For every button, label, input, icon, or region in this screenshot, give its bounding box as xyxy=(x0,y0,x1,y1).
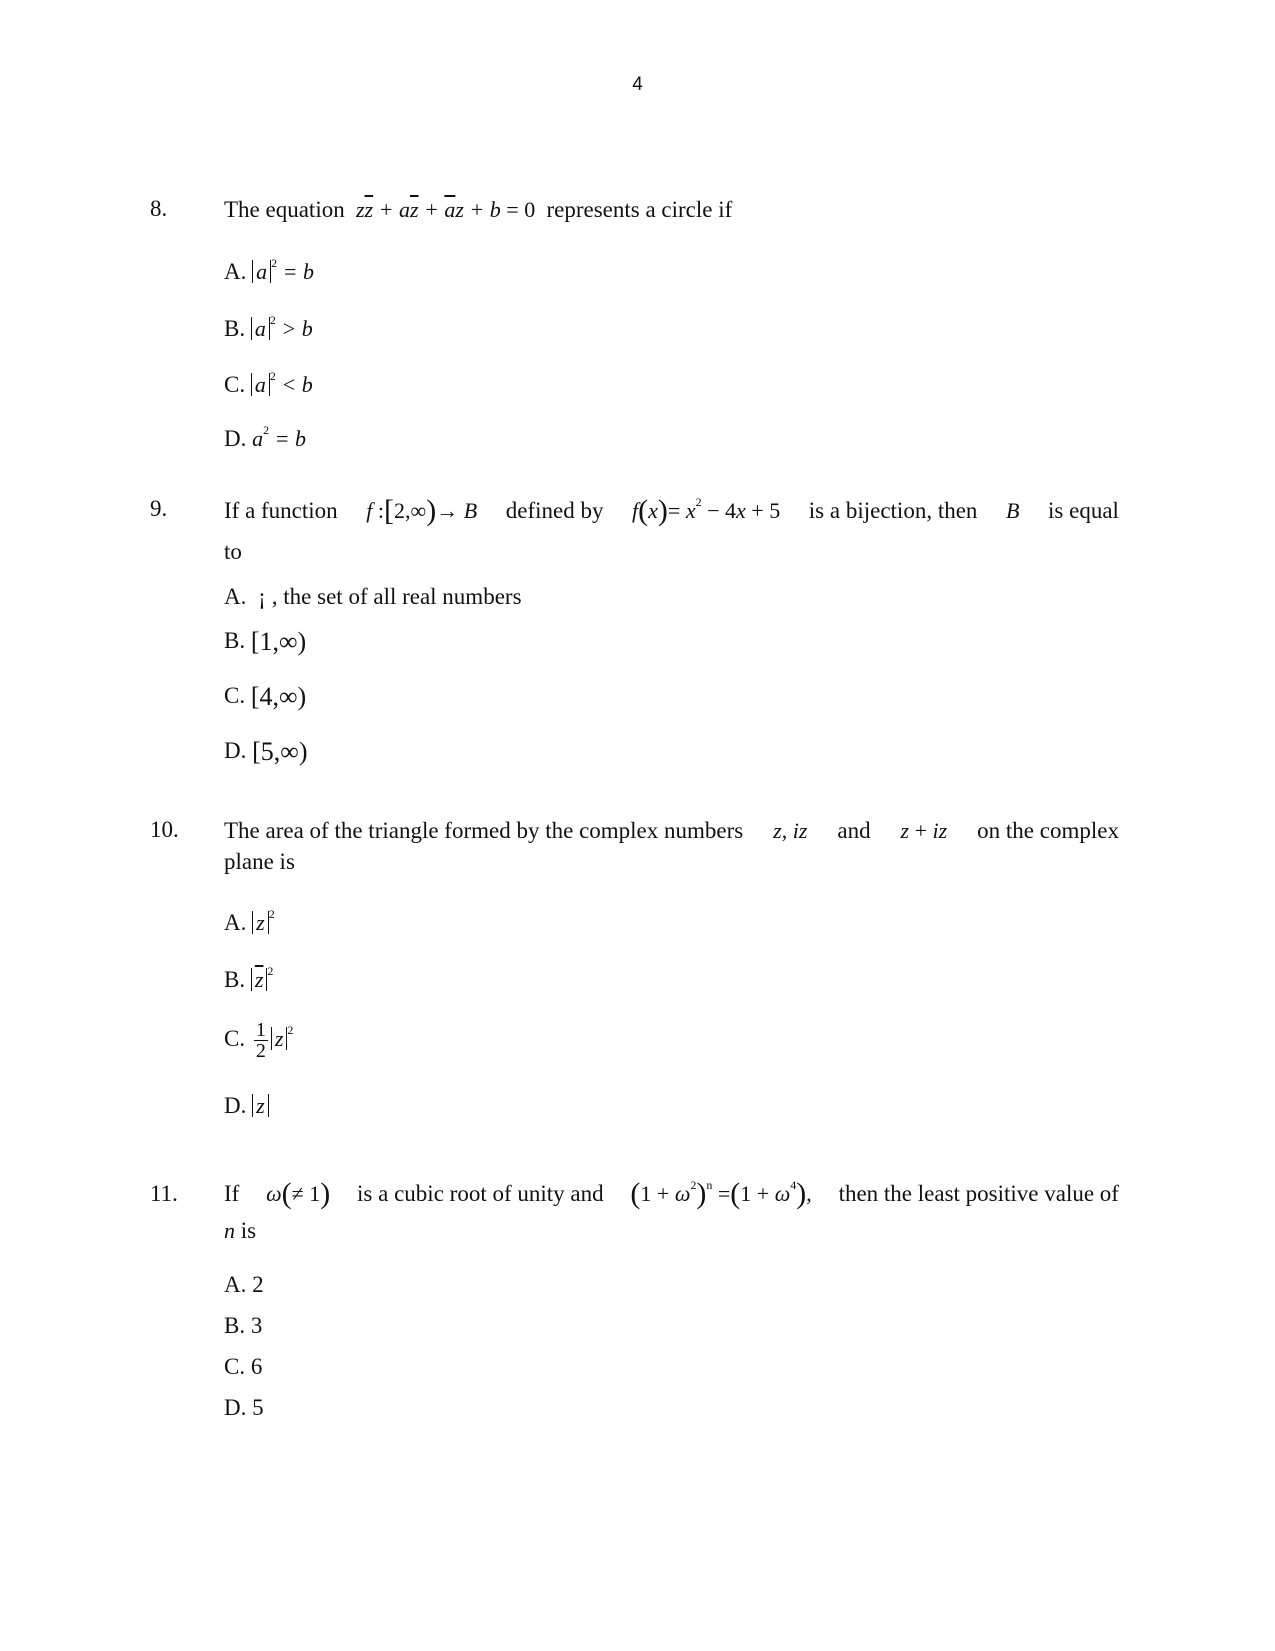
option-math: a $^2$ < b xyxy=(251,372,313,397)
question-9-stem-line2: to xyxy=(224,538,242,564)
question-10-stem-line1: The area of the triangle formed by the complex numbers z, iz and z + iz on the complex xyxy=(224,818,1119,843)
option-letter: A. xyxy=(224,910,247,935)
question-11-option-a[interactable] xyxy=(224,1272,264,1298)
option-math: $\overline{z}$ $^2$ xyxy=(251,967,274,992)
option-value: 2 xyxy=(252,1272,264,1297)
option-letter: B. xyxy=(224,628,246,653)
option-interval: [5,∞) xyxy=(252,737,308,766)
option-math: z $^2$ xyxy=(271,1026,294,1051)
question-9-option-d[interactable] xyxy=(224,737,307,767)
question-9-stem-line1: If a function f :[2,∞)→ B defined by $f(x)= x^2 - 4x + 5$ is a bijection, then B is equal xyxy=(224,492,1119,530)
option-value: 6 xyxy=(250,1354,263,1379)
question-10-option-c[interactable] xyxy=(224,1020,293,1061)
option-letter: D. xyxy=(224,738,247,763)
function-definition: $f(x)= x^2 - 4x + 5$ xyxy=(632,494,781,527)
question-11-option-c[interactable] xyxy=(224,1354,262,1380)
option-letter: C. xyxy=(224,1025,246,1051)
set-b: B xyxy=(1006,498,1020,523)
question-8-option-d[interactable] xyxy=(224,423,306,452)
question-8-option-a[interactable] xyxy=(224,256,314,285)
question-10-option-a[interactable] xyxy=(224,907,275,936)
question-11-number: 11. xyxy=(150,1181,178,1206)
option-interval: [1,∞) xyxy=(250,627,307,656)
variable-n: n xyxy=(224,1217,235,1243)
option-letter: A. xyxy=(224,1272,247,1297)
question-9-option-b[interactable] xyxy=(224,627,306,657)
question-9-option-c[interactable] xyxy=(224,682,306,712)
option-value: 5 xyxy=(252,1395,264,1420)
question-10-stem xyxy=(224,817,1119,877)
question-8-stem-post: represents a circle if xyxy=(546,197,733,222)
option-letter: D. xyxy=(224,1093,247,1118)
option-letter: A. xyxy=(224,584,247,609)
option-letter: B. xyxy=(224,967,246,992)
question-9-number: 9. xyxy=(150,496,168,521)
option-letter: C. xyxy=(224,372,246,397)
question-8-option-b[interactable] xyxy=(224,313,313,342)
option-math: $a^2 = b$ xyxy=(252,423,306,451)
question-10-option-b[interactable] xyxy=(224,964,273,993)
fraction-one-half: $\frac{1}{2}$ xyxy=(255,1019,266,1062)
question-9-stem xyxy=(224,492,1119,566)
option-value: 3 xyxy=(250,1313,263,1338)
option-letter: C. xyxy=(224,683,246,708)
question-9-option-a[interactable] xyxy=(224,584,522,610)
complex-z-plus-iz: z + iz xyxy=(900,818,948,843)
circle-equation: $z\overline{z} + a\overline{z} + \overline{a}z + b = 0$ xyxy=(350,197,536,222)
question-8-stem-pre: The equation xyxy=(224,197,345,222)
option-interval: [4,∞) xyxy=(250,682,307,711)
option-math: a $^2$ > b xyxy=(251,316,313,341)
question-10-number: 10. xyxy=(150,817,179,842)
function-mapping: f :[2,∞)→ B xyxy=(366,494,478,527)
omega-not-one: ω(≠ 1) xyxy=(266,1177,331,1210)
option-math: z xyxy=(252,1093,269,1118)
option-math: a $^2$ = b xyxy=(252,259,314,284)
option-math: z $^2$ xyxy=(252,910,275,935)
omega-equation: $(1 + \omega^2)^n =(1 + \omega^4)$, xyxy=(630,1177,812,1210)
option-letter: B. xyxy=(224,316,246,341)
question-10-stem-line2: plane is xyxy=(224,848,295,874)
option-letter: D. xyxy=(224,1395,247,1420)
question-11-stem-line2: n is xyxy=(224,1217,257,1243)
question-10-option-d[interactable] xyxy=(224,1093,269,1119)
question-11-stem xyxy=(224,1175,1119,1245)
option-letter: C. xyxy=(224,1354,246,1379)
question-11-option-d[interactable] xyxy=(224,1395,264,1421)
option-letter: B. xyxy=(224,1313,246,1338)
question-11-option-b[interactable] xyxy=(224,1313,262,1339)
option-letter: D. xyxy=(224,426,247,451)
option-letter: A. xyxy=(224,259,247,284)
option-text: , the set of all real numbers xyxy=(271,584,522,609)
page-number: 4 xyxy=(632,74,643,95)
question-8-number: 8. xyxy=(150,196,168,221)
question-8-option-c[interactable] xyxy=(224,369,313,398)
complex-z-iz: z, iz xyxy=(773,818,808,843)
question-11-stem-line1: If ω(≠ 1) is a cubic root of unity and $(1 + \omega^2)^n =(1 + \omega^4)$, then the least positive value of xyxy=(224,1175,1119,1213)
question-8-stem xyxy=(224,196,1119,225)
reals-symbol: ¡ xyxy=(258,584,266,609)
